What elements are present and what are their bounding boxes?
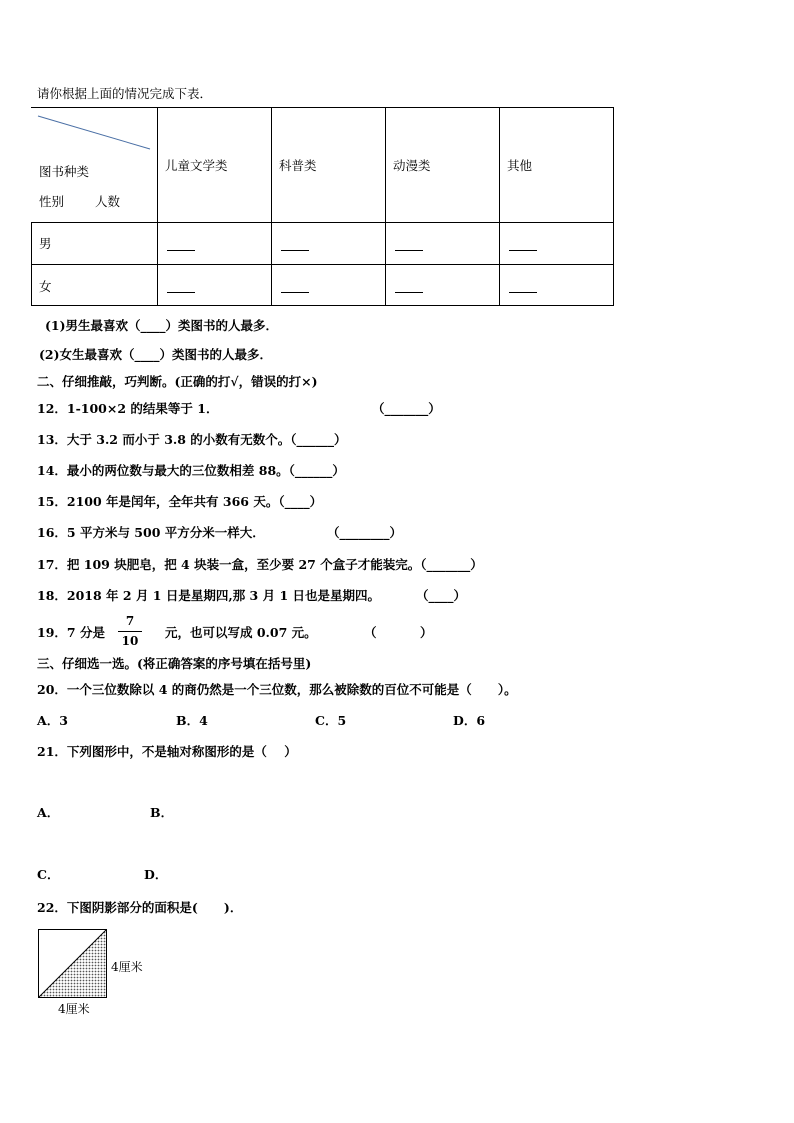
question-20-option-a[interactable]: A．3 <box>37 713 68 728</box>
row-label-female: 女 <box>39 279 52 294</box>
question-19-prefix: 19．7 分是 <box>37 625 105 640</box>
question-15: 15．2100 年是闰年，全年共有 366 天。（____） <box>37 494 323 509</box>
section-2-heading: 二、仔细推敲，巧判断。(正确的打√，错误的打×) <box>37 374 318 389</box>
blank-female-children[interactable] <box>167 292 195 293</box>
section-3-heading: 三、仔细选一选。(将正确答案的序号填在括号里) <box>37 656 312 671</box>
question-12-answer[interactable]: （_______） <box>372 401 441 416</box>
question-18-answer[interactable]: （____） <box>416 588 467 603</box>
question-21-option-b[interactable]: B． <box>150 805 174 820</box>
fraction-seven-tenths <box>118 614 142 649</box>
column-header-science: 科普类 <box>279 158 317 173</box>
shaded-square-figure <box>37 928 109 1000</box>
column-header-comics: 动漫类 <box>393 158 431 173</box>
question-21-option-d[interactable]: D． <box>144 867 168 882</box>
row-label-male: 男 <box>39 236 52 251</box>
blank-male-other[interactable] <box>509 250 537 251</box>
intro-text: 请你根据上面的情况完成下表． <box>37 86 213 101</box>
question-12: 12．1-100×2 的结果等于 1． <box>37 401 219 416</box>
question-21-option-c[interactable]: C． <box>37 867 60 882</box>
question-20: 20．一个三位数除以 4 的商仍然是一个三位数，那么被除数的百位不可能是（ ）。 <box>37 682 517 697</box>
header-gender: 性别 <box>39 194 65 209</box>
question-13: 13．大于 3.2 而小于 3.8 的小数有无数个。（______） <box>37 432 347 447</box>
blank-female-other[interactable] <box>509 292 537 293</box>
question-16-answer[interactable]: （________） <box>327 525 403 540</box>
question-17: 17．把 109 块肥皂，把 4 块装一盒，至少要 27 个盒子才能装完。（_______） <box>37 557 483 572</box>
header-book-type: 图书种类 <box>39 164 90 179</box>
fraction-numerator: 7 <box>125 614 135 628</box>
blank-male-comics[interactable] <box>395 250 423 251</box>
question-22: 22．下图阴影部分的面积是( )． <box>37 900 243 915</box>
column-header-other: 其他 <box>507 158 533 173</box>
survey-table <box>31 107 614 306</box>
header-count: 人数 <box>95 194 121 209</box>
blank-female-science[interactable] <box>281 292 309 293</box>
blank-male-science[interactable] <box>281 250 309 251</box>
question-20-option-c[interactable]: C．5 <box>315 713 347 728</box>
question-14: 14．最小的两位数与最大的三位数相差 88。（______） <box>37 463 345 478</box>
fraction-denominator: 10 <box>121 634 139 648</box>
side-length-label: 4厘米 <box>111 960 143 974</box>
blank-male-children[interactable] <box>167 250 195 251</box>
question-16: 16．5 平方米与 500 平方分米一样大． <box>37 525 265 540</box>
question-20-option-b[interactable]: B．4 <box>176 713 208 728</box>
bottom-length-label: 4厘米 <box>58 1002 90 1016</box>
blank-female-comics[interactable] <box>395 292 423 293</box>
question-21-option-a[interactable]: A． <box>37 805 60 820</box>
header-diagonal-line <box>31 107 161 167</box>
question-21: 21．下列图形中，不是轴对称图形的是（ ） <box>37 744 297 759</box>
question-19-suffix: 元，也可以写成 0.07 元。 <box>165 625 317 640</box>
question-18: 18．2018 年 2 月 1 日是星期四,那 3 月 1 日也是星期四。 <box>37 588 380 603</box>
question-19-answer[interactable]: （ ） <box>364 625 433 640</box>
table-question-1: (1)男生最喜欢（____）类图书的人最多． <box>45 318 279 333</box>
column-header-children-literature: 儿童文学类 <box>165 158 228 173</box>
question-20-option-d[interactable]: D．6 <box>453 713 486 728</box>
table-question-2: (2)女生最喜欢（____）类图书的人最多． <box>39 347 273 362</box>
